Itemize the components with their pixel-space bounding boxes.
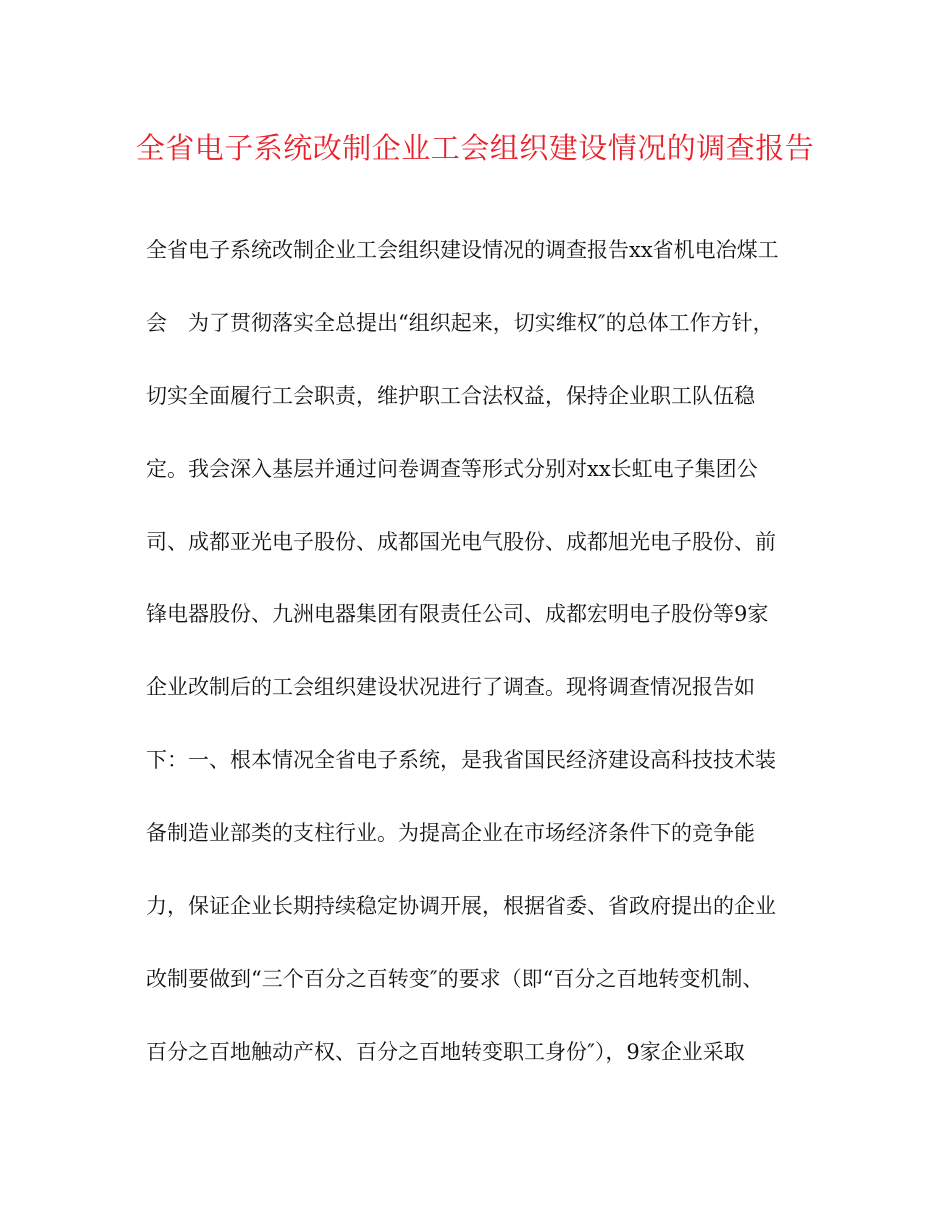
body-line-7: 企业改制后的工会组织建设状况进行了调查。现将调查情况报告如: [146, 675, 755, 700]
body-line-9: 备制造业部类的支柱行业。为提高企业在市场经济条件下的竞争能: [146, 821, 755, 846]
document-title: 全省电子系统改制企业工会组织建设情况的调查报告: [135, 131, 815, 165]
body-line-3: 切实全面履行工会职责，维护职工合法权益，保持企业职工队伍稳: [146, 383, 755, 408]
body-line-2: 会 为了贯彻落实全总提出“组织起来，切实维权″的总体工作方针，: [146, 310, 774, 335]
body-line-10: 力，保证企业长期持续稳定协调开展，根据省委、省政府提出的企业: [146, 894, 776, 919]
body-line-5: 司、成都亚光电子股份、成都国光电气股份、成都旭光电子股份、前: [146, 529, 776, 554]
body-line-12: 百分之百地触动产权、百分之百地转变职工身份″），9家企业采取: [146, 1039, 745, 1064]
document-body: [146, 230, 816, 1105]
body-line-8: 下：一、根本情况全省电子系统，是我省国民经济建设高科技技术装: [146, 748, 776, 773]
body-line-6: 锋电器股份、九洲电器集团有限责任公司、成都宏明电子股份等9家: [146, 602, 769, 627]
body-line-4: 定。我会深入基层并通过问卷调查等形式分别对xx长虹电子集团公: [146, 456, 758, 481]
body-line-11: 改制要做到“三个百分之百转变″的要求（即“百分之百地转变机制、: [146, 966, 764, 991]
body-line-1: 全省电子系统改制企业工会组织建设情况的调查报告xx省机电冶煤工: [146, 238, 779, 262]
